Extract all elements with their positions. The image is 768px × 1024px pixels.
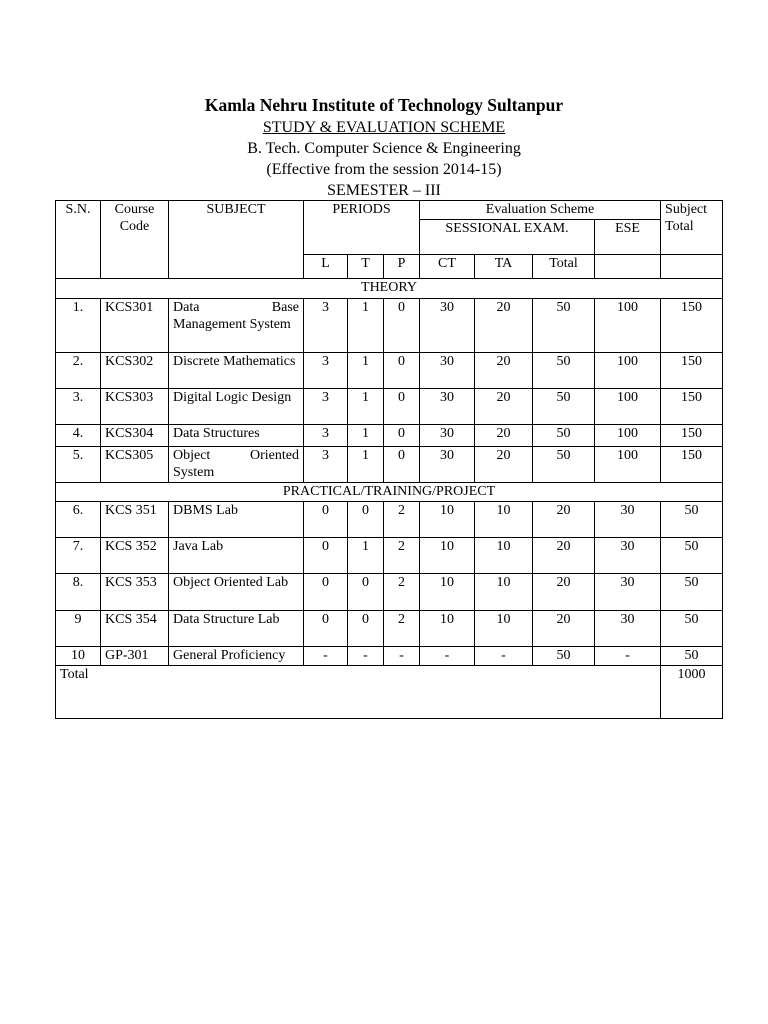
cell-ese: 100 bbox=[595, 389, 661, 425]
cell-subject-total: 50 bbox=[661, 502, 723, 538]
cell-subject-total: 150 bbox=[661, 299, 723, 353]
cell-subject-total: 150 bbox=[661, 447, 723, 483]
cell-subject: Object Oriented Lab bbox=[169, 574, 304, 611]
cell-ese: 30 bbox=[595, 502, 661, 538]
grand-total-value: 1000 bbox=[661, 666, 723, 719]
cell-total: 50 bbox=[533, 389, 595, 425]
empty-header-cell bbox=[595, 255, 661, 279]
col-header-ese: ESE bbox=[595, 220, 661, 255]
cell-sn: 8. bbox=[56, 574, 101, 611]
table-row bbox=[56, 538, 723, 574]
cell-subject: Data Structure Lab bbox=[169, 611, 304, 647]
cell-subject-total: 150 bbox=[661, 353, 723, 389]
cell-total: 50 bbox=[533, 447, 595, 483]
cell-ese: 30 bbox=[595, 611, 661, 647]
grand-total-label: Total bbox=[56, 666, 661, 719]
cell-p: 0 bbox=[384, 447, 420, 483]
cell-ese: 30 bbox=[595, 538, 661, 574]
grand-total-row bbox=[56, 666, 723, 719]
cell-p: 2 bbox=[384, 574, 420, 611]
cell-p: 2 bbox=[384, 611, 420, 647]
empty-header-cell bbox=[661, 255, 723, 279]
semester-title: SEMESTER – III bbox=[327, 182, 441, 199]
cell-l: 3 bbox=[304, 447, 348, 483]
cell-ct: 30 bbox=[420, 353, 475, 389]
cell-subject-total: 50 bbox=[661, 538, 723, 574]
cell-sn: 4. bbox=[56, 425, 101, 447]
cell-course-code: KCS302 bbox=[101, 353, 169, 389]
table-row bbox=[56, 353, 723, 389]
cell-total: 50 bbox=[533, 647, 595, 666]
table-row bbox=[56, 299, 723, 353]
cell-course-code: KCS303 bbox=[101, 389, 169, 425]
cell-p: 2 bbox=[384, 538, 420, 574]
cell-l: 0 bbox=[304, 574, 348, 611]
cell-ct: 10 bbox=[420, 502, 475, 538]
cell-sn: 9 bbox=[56, 611, 101, 647]
cell-sn: 10 bbox=[56, 647, 101, 666]
scheme-title-text: STUDY & EVALUATION SCHEME bbox=[262, 119, 506, 136]
cell-sn: 5. bbox=[56, 447, 101, 483]
cell-sn: 2. bbox=[56, 353, 101, 389]
cell-p: 0 bbox=[384, 389, 420, 425]
col-header-ct: CT bbox=[420, 255, 475, 279]
cell-ta: 10 bbox=[475, 502, 533, 538]
cell-l: 0 bbox=[304, 611, 348, 647]
table-row bbox=[56, 502, 723, 538]
cell-ta: 10 bbox=[475, 611, 533, 647]
cell-total: 20 bbox=[533, 538, 595, 574]
cell-ct: 10 bbox=[420, 538, 475, 574]
session-note: (Effective from the session 2014-15) bbox=[266, 161, 502, 178]
cell-sn: 1. bbox=[56, 299, 101, 353]
col-header-ta: TA bbox=[475, 255, 533, 279]
cell-course-code: KCS 352 bbox=[101, 538, 169, 574]
cell-ct: 30 bbox=[420, 299, 475, 353]
cell-subject-total: 50 bbox=[661, 647, 723, 666]
table-row bbox=[56, 574, 723, 611]
cell-ese: 100 bbox=[595, 425, 661, 447]
cell-ta: 10 bbox=[475, 574, 533, 611]
col-header-periods: PERIODS bbox=[304, 201, 420, 255]
cell-course-code: KCS301 bbox=[101, 299, 169, 353]
col-header-subject-total: Subject Total bbox=[661, 201, 723, 255]
cell-p: - bbox=[384, 647, 420, 666]
col-header-sn: S.N. bbox=[56, 201, 101, 279]
section-theory: THEORY bbox=[56, 279, 723, 299]
cell-t: 1 bbox=[348, 538, 384, 574]
cell-subject: Data Base Management System bbox=[169, 299, 304, 353]
cell-ta: 20 bbox=[475, 389, 533, 425]
cell-ese: 100 bbox=[595, 353, 661, 389]
cell-subject-total: 150 bbox=[661, 389, 723, 425]
cell-t: 1 bbox=[348, 299, 384, 353]
cell-total: 20 bbox=[533, 611, 595, 647]
cell-ese: - bbox=[595, 647, 661, 666]
cell-t: 1 bbox=[348, 353, 384, 389]
cell-l: 0 bbox=[304, 502, 348, 538]
cell-total: 50 bbox=[533, 425, 595, 447]
cell-subject-total: 50 bbox=[661, 611, 723, 647]
cell-subject: DBMS Lab bbox=[169, 502, 304, 538]
cell-total: 50 bbox=[533, 299, 595, 353]
cell-l: 3 bbox=[304, 353, 348, 389]
cell-t: - bbox=[348, 647, 384, 666]
cell-l: 3 bbox=[304, 299, 348, 353]
cell-sn: 3. bbox=[56, 389, 101, 425]
cell-ta: 20 bbox=[475, 353, 533, 389]
col-header-total: Total bbox=[533, 255, 595, 279]
scheme-title bbox=[0, 118, 768, 138]
cell-t: 1 bbox=[348, 447, 384, 483]
cell-subject: Digital Logic Design bbox=[169, 389, 304, 425]
table-row bbox=[56, 447, 723, 483]
evaluation-scheme-table bbox=[55, 200, 723, 719]
cell-t: 0 bbox=[348, 502, 384, 538]
cell-ct: 30 bbox=[420, 447, 475, 483]
cell-sn: 6. bbox=[56, 502, 101, 538]
table-row bbox=[56, 611, 723, 647]
cell-ese: 100 bbox=[595, 299, 661, 353]
cell-ta: 20 bbox=[475, 299, 533, 353]
cell-course-code: KCS305 bbox=[101, 447, 169, 483]
cell-ese: 100 bbox=[595, 447, 661, 483]
table-row bbox=[56, 425, 723, 447]
cell-subject-total: 150 bbox=[661, 425, 723, 447]
institute-name: Kamla Nehru Institute of Technology Sultanpur bbox=[204, 95, 564, 115]
cell-subject-total: 50 bbox=[661, 574, 723, 611]
cell-subject: Discrete Mathematics bbox=[169, 353, 304, 389]
cell-l: 0 bbox=[304, 538, 348, 574]
cell-t: 1 bbox=[348, 389, 384, 425]
cell-ct: - bbox=[420, 647, 475, 666]
col-header-t: T bbox=[348, 255, 384, 279]
cell-l: 3 bbox=[304, 389, 348, 425]
col-header-p: P bbox=[384, 255, 420, 279]
cell-subject: Java Lab bbox=[169, 538, 304, 574]
cell-l: 3 bbox=[304, 425, 348, 447]
program-name: B. Tech. Computer Science & Engineering bbox=[247, 140, 521, 157]
cell-ta: 10 bbox=[475, 538, 533, 574]
section-practical: PRACTICAL/TRAINING/PROJECT bbox=[56, 483, 723, 502]
cell-p: 0 bbox=[384, 353, 420, 389]
cell-course-code: KCS 351 bbox=[101, 502, 169, 538]
cell-sn: 7. bbox=[56, 538, 101, 574]
cell-ta: - bbox=[475, 647, 533, 666]
cell-subject: General Proficiency bbox=[169, 647, 304, 666]
table-row bbox=[56, 389, 723, 425]
cell-subject: Object Oriented System bbox=[169, 447, 304, 483]
cell-p: 0 bbox=[384, 425, 420, 447]
cell-ct: 30 bbox=[420, 389, 475, 425]
cell-ct: 10 bbox=[420, 574, 475, 611]
cell-course-code: KCS304 bbox=[101, 425, 169, 447]
cell-subject: Data Structures bbox=[169, 425, 304, 447]
col-header-course-code: Course Code bbox=[101, 201, 169, 279]
cell-l: - bbox=[304, 647, 348, 666]
cell-t: 0 bbox=[348, 611, 384, 647]
cell-ese: 30 bbox=[595, 574, 661, 611]
cell-t: 1 bbox=[348, 425, 384, 447]
table-row bbox=[56, 647, 723, 666]
cell-ta: 20 bbox=[475, 425, 533, 447]
col-header-l: L bbox=[304, 255, 348, 279]
cell-course-code: KCS 354 bbox=[101, 611, 169, 647]
cell-course-code: GP-301 bbox=[101, 647, 169, 666]
cell-course-code: KCS 353 bbox=[101, 574, 169, 611]
cell-p: 0 bbox=[384, 299, 420, 353]
cell-ct: 30 bbox=[420, 425, 475, 447]
cell-ct: 10 bbox=[420, 611, 475, 647]
cell-t: 0 bbox=[348, 574, 384, 611]
col-header-subject: SUBJECT bbox=[169, 201, 304, 279]
col-header-sessional-exam: SESSIONAL EXAM. bbox=[420, 220, 595, 255]
cell-total: 50 bbox=[533, 353, 595, 389]
cell-p: 2 bbox=[384, 502, 420, 538]
cell-total: 20 bbox=[533, 574, 595, 611]
col-header-evaluation-scheme: Evaluation Scheme bbox=[420, 201, 661, 220]
cell-total: 20 bbox=[533, 502, 595, 538]
cell-ta: 20 bbox=[475, 447, 533, 483]
